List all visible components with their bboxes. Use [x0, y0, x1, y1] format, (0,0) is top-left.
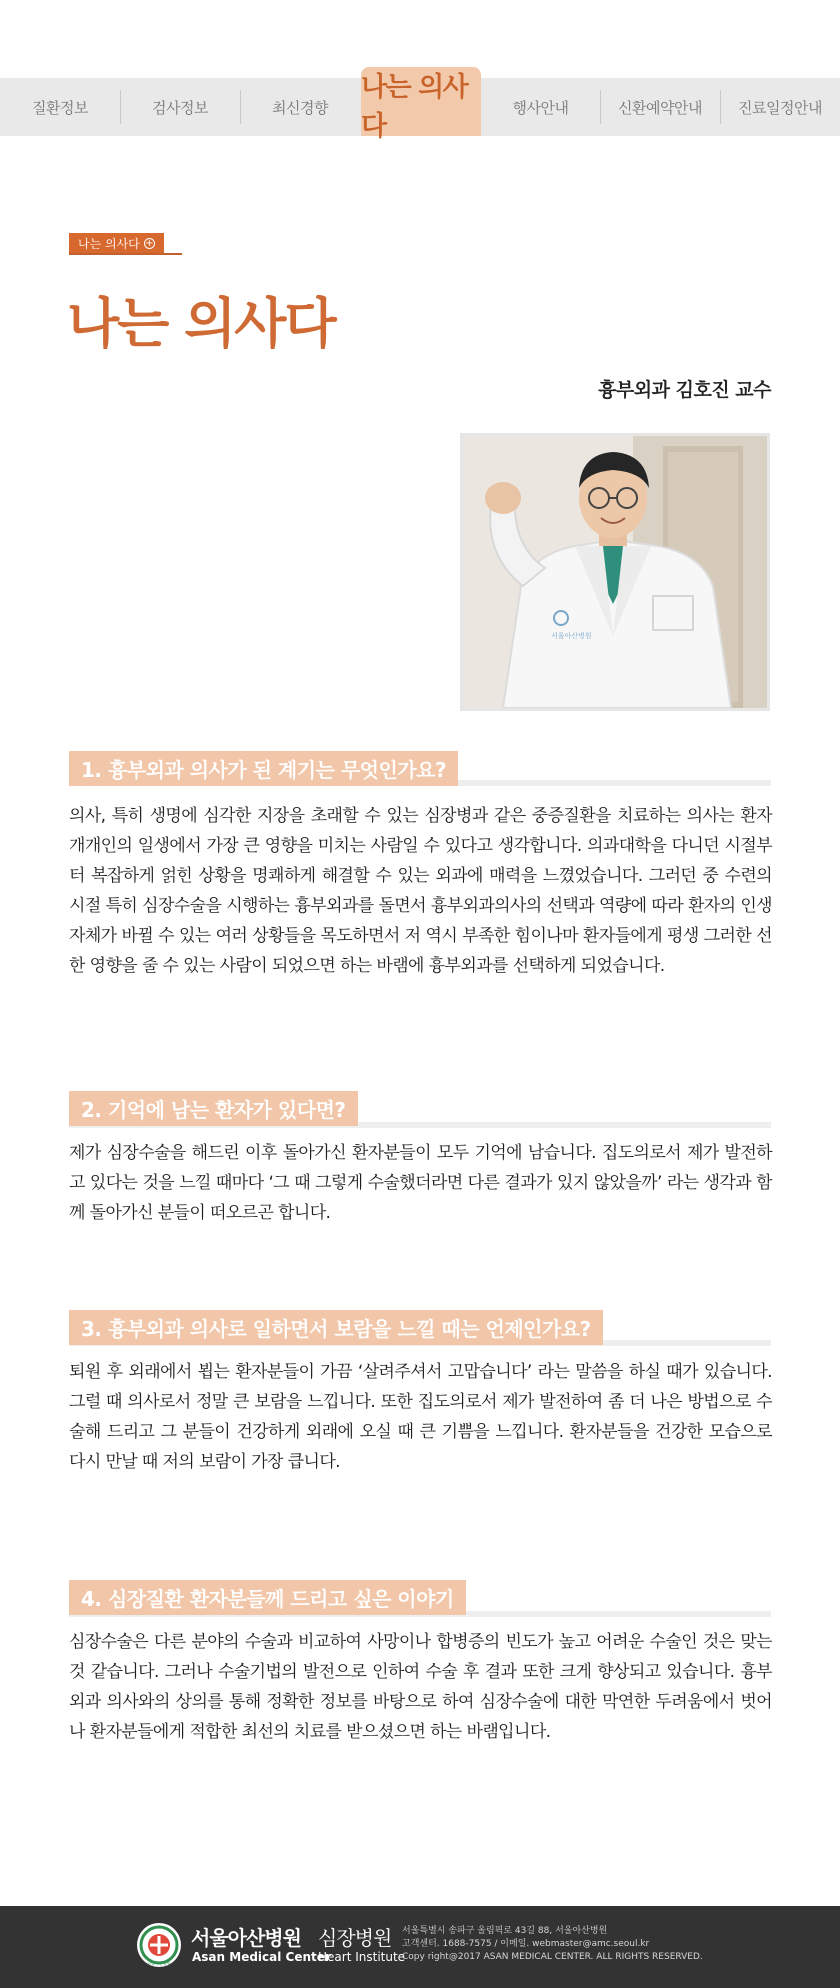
footer-copyright: Copy right@2017 ASAN MEDICAL CENTER. ALL RIGHTS RESERVED.	[402, 1952, 703, 1962]
answer-text: 퇴원 후 외래에서 뵙는 환자분들이 가끔 ‘살려주셔서 고맙습니다’ 라는 말씀을 하실 때가 있습니다. 그럴 때 의사로서 정말 큰 보람을 느낍니다. 또한 집도의로서 제가 발전하여 좀 더 나은 방법으로 수술해 드리고 그 분들이 건강하게 외래에 오실 때 큰 기쁨을 느낍니다. 환자분들을 건강한 모습으로 다시 만날 때 저의 보람이 가장 큽니다.	[69, 1362, 772, 1472]
breadcrumb-label: 나는 의사다	[78, 236, 140, 251]
nav-item-new-patient-booking[interactable]: 신환예약안내	[618, 98, 702, 117]
svg-text:서울아산병원: 서울아산병원	[147, 1961, 171, 1966]
footer-institute-name-ko: 심장병원	[318, 1926, 392, 1950]
answer-text: 심장수술은 다른 분야의 수술과 비교하여 사망이나 합병증의 빈도가 높고 어려운 수술인 것은 맞는 것 같습니다. 그러나 수술기법의 발전으로 인하여 수술 후 결과 또한 크게 향상되고 있습니다. 흉부외과 의사와의 상의를 통해 정확한 정보를 바탕으로 하여 심장수술에 대한 막연한 두려움에서 벗어나 환자분들에게 적합한 최선의 치료를 받으셨으면 하는 바램입니다.	[69, 1632, 772, 1742]
nav-item-i-am-doctor[interactable]: 나는 의사다	[361, 71, 468, 142]
nav-item-disease-info[interactable]: 질환정보	[32, 98, 88, 117]
plus-circle-icon: +	[145, 237, 154, 249]
question-heading: 1. 흉부외과 의사가 된 계기는 무엇인가요?	[69, 751, 458, 786]
answer-text: 의사, 특히 생명에 심각한 지장을 초래할 수 있는 심장병과 같은 중증질환을 치료하는 의사는 환자 개개인의 일생에서 가장 큰 영향을 미치는 사람일 수 있다고 생각합니다. 의과대학을 다니던 시절부터 복잡하게 얽힌 상황을 명쾌하게 해결할 수 있는 외과에 매력을 느꼈었습니다. 그러던 중 수련의 시절 특히 심장수술을 시행하는 흉부외과를 돌면서 흉부외과의사의 선택과 역량에 따라 환자의 인생 자체가 바뀔 수 있는 여러 상황들을 목도하면서 저 역시 부족한 힘이나마 환자들에게 평생 그러한 선한 영향을 줄 수 있는 사람이 되었으면 하는 바램에 흉부외과를 선택하게 되었습니다.	[69, 806, 772, 976]
footer-info	[402, 1925, 703, 1964]
footer-hospital-name-en: Asan Medical Center	[192, 1950, 331, 1964]
page-title: 나는 의사다	[67, 292, 335, 355]
footer-address: 서울특별시 송파구 올림픽로 43길 88, 서울아산병원	[402, 1926, 608, 1936]
asan-emblem-icon	[136, 1922, 182, 1968]
breadcrumb	[69, 233, 164, 253]
doctor-photo	[460, 433, 770, 711]
question-heading: 2. 기억에 남는 환자가 있다면?	[69, 1091, 358, 1126]
author-name: 흉부외과 김호진 교수	[598, 379, 771, 401]
nav-item-exam-info[interactable]: 검사정보	[152, 98, 208, 117]
answer-text: 제가 심장수술을 해드린 이후 돌아가신 환자분들이 모두 기억에 남습니다. 집도의로서 제가 발전하고 있다는 것을 느낄 때마다 ‘그 때 그렇게 수술했더라면 다른 결과가 있지 않았을까’ 라는 생각과 함께 돌아가신 분들이 떠오르곤 합니다.	[69, 1143, 772, 1223]
question-heading: 4. 심장질환 환자분들께 드리고 싶은 이야기	[69, 1580, 466, 1615]
nav-item-latest-trends[interactable]: 최신경향	[272, 98, 328, 117]
footer-contact: 고객센터. 1688-7575 / 이메일. webmaster@amc.seoul.kr	[402, 1939, 650, 1949]
nav-item-clinic-schedule[interactable]: 진료일정안내	[738, 98, 822, 117]
coat-logo-text: 서울아산병원	[551, 632, 592, 640]
breadcrumb-underline	[69, 253, 182, 255]
footer-hospital-name-ko: 서울아산병원	[191, 1926, 301, 1950]
question-heading: 3. 흉부외과 의사로 일하면서 보람을 느낄 때는 언제인가요?	[69, 1310, 603, 1345]
doctor-illustration	[463, 436, 767, 708]
nav-item-events[interactable]: 행사안내	[512, 98, 569, 117]
footer-institute-name-en: Heart Institute	[318, 1950, 406, 1964]
